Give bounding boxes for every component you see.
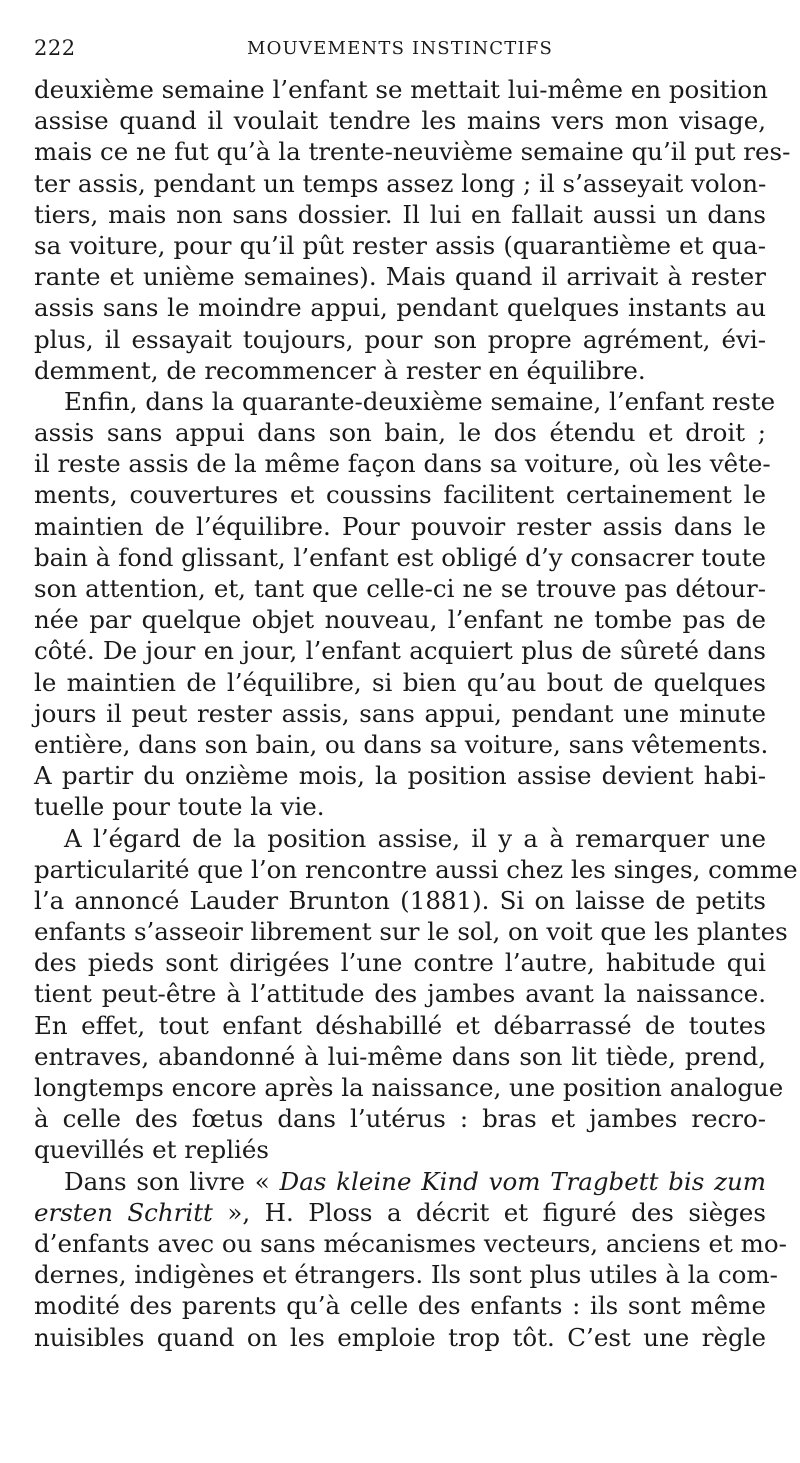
text-line: ments, couvertures et coussins facilitent certainement le <box>34 480 766 510</box>
text-line: enfants s’asseoir librement sur le sol, on voit que les plantes <box>34 917 788 947</box>
text-line: bain à fond glissant, l’enfant est obligé d’y consacrer toute <box>34 542 766 572</box>
text-line: le maintien de l’équilibre, si bien qu’au bout de quelques <box>34 667 766 697</box>
text-line: plus, il essayait toujours, pour son propre agrément, évi- <box>34 324 766 354</box>
text-span: Dans son livre « <box>64 1166 280 1196</box>
book-title-italic: ersten Schritt <box>34 1197 213 1227</box>
text-line: à celle des fœtus dans l’utérus : bras et jambes recro- <box>34 1104 766 1134</box>
text-line: côté. De jour en jour, l’enfant acquiert plus de sûreté dans <box>34 636 766 666</box>
paragraph-2 <box>34 386 776 823</box>
text-line: longtemps encore après la naissance, une position analogue <box>34 1073 784 1102</box>
text-line: sa voiture, pour qu’il pût rester assis (quarantième et qua- <box>34 230 766 260</box>
text-line: son attention, et, tant que celle-ci ne se trouve pas détour- <box>34 574 766 603</box>
text-line: ter assis, pendant un temps assez long ; il s’asseyait volon- <box>34 168 767 198</box>
text-line: nuisibles quand on les emploie trop tôt. C’est une règle <box>34 1322 766 1352</box>
text-line <box>34 1197 766 1228</box>
text-line: mais ce ne fut qu’à la trente-neuvième semaine qu’il put res- <box>34 137 791 167</box>
text-line: Enfin, dans la quarante-deuxième semaine, l’enfant reste <box>64 386 776 416</box>
text-line: modité des parents qu’à celle des enfants : ils sont même <box>34 1291 766 1321</box>
text-line: tuelle pour toute la vie. <box>34 792 325 822</box>
text-line: A partir du onzième mois, la position assise devient habi- <box>34 761 766 791</box>
text-line: En effet, tout enfant déshabillé et débarrassé de toutes <box>34 1010 766 1040</box>
text-line: rante et unième semaines). Mais quand il arrivait à rester <box>34 262 766 292</box>
text-line: assise quand il voulait tendre les mains vers mon visage, <box>34 106 766 136</box>
page-header <box>34 36 766 66</box>
body-text <box>34 74 798 1353</box>
paragraph-3 <box>34 823 798 1166</box>
book-title-italic: Das kleine Kind vom Tragbett bis zum <box>279 1166 766 1196</box>
text-line: jours il peut rester assis, sans appui, pendant une minute <box>34 698 766 728</box>
text-line: deuxième semaine l’enfant se mettait lui-même en position <box>34 75 768 104</box>
text-line: tient peut-être à l’attitude des jambes avant la naissance. <box>34 979 766 1009</box>
text-line: maintien de l’équilibre. Pour pouvoir rester assis dans le <box>34 511 766 541</box>
text-line: tiers, mais non sans dossier. Il lui en fallait aussi un dans <box>34 199 766 229</box>
text-line: née par quelque objet nouveau, l’enfant ne tombe pas de <box>34 605 766 635</box>
text-line: il reste assis de la même façon dans sa voiture, où les vête- <box>34 449 771 479</box>
text-line: assis sans le moindre appui, pendant quelques instants au <box>34 293 766 323</box>
text-line: des pieds sont dirigées l’une contre l’autre, habitude qui <box>34 948 766 978</box>
text-line: entraves, abandonné à lui-même dans son lit tiède, prend, <box>34 1041 766 1071</box>
text-line: quevillés et repliés <box>34 1135 269 1165</box>
text-line: d’enfants avec ou sans mécanismes vecteurs, anciens et mo- <box>34 1228 787 1258</box>
running-title: MOUVEMENTS INSTINCTIFS <box>246 38 554 59</box>
page-number: 222 <box>34 36 76 60</box>
text-line: particularité que l’on rencontre aussi chez les singes, comme <box>34 854 798 884</box>
text-line: assis sans appui dans son bain, le dos étendu et droit ; <box>34 418 766 448</box>
text-line: entière, dans son bain, ou dans sa voiture, sans vêtements. <box>34 729 769 759</box>
text-line: A l’égard de la position assise, il y a à remarquer une <box>64 823 766 853</box>
text-span: », H. Ploss a décrit et figuré des sièges <box>212 1197 766 1227</box>
text-line: l’a annoncé Lauder Brunton (1881). Si on laisse de petits <box>34 885 766 915</box>
paragraph-4 <box>34 1166 787 1353</box>
text-line: dernes, indigènes et étrangers. Ils sont plus utiles à la com- <box>34 1260 778 1290</box>
text-line <box>34 1166 766 1197</box>
paragraph-1 <box>34 74 791 386</box>
text-line: demment, de recommencer à rester en équilibre. <box>34 355 646 385</box>
